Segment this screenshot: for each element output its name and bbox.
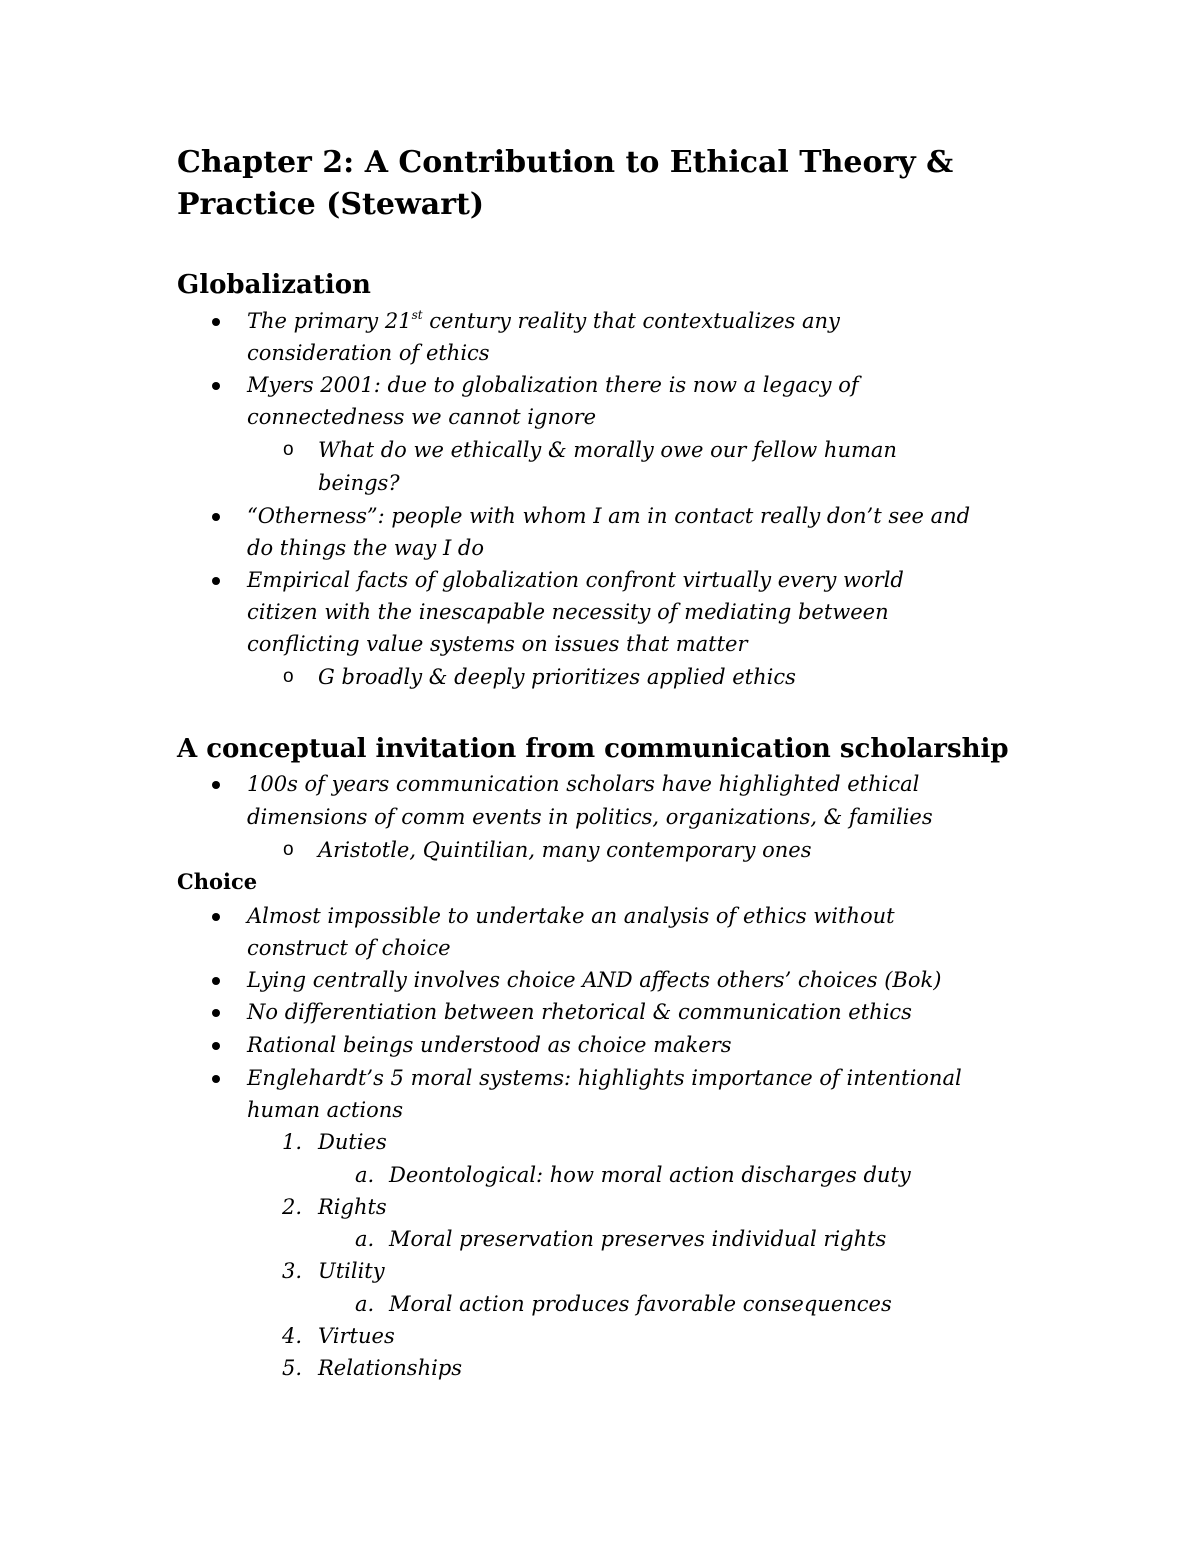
bullet-icon	[212, 513, 220, 521]
list-item-continuation: dimensions of comm events in politics, organizations, & families	[247, 805, 933, 829]
hollow-bullet-icon: o	[283, 666, 294, 687]
list-item: No differentiation between rhetorical & communication ethics	[247, 1000, 912, 1024]
list-letter: a.	[355, 1292, 375, 1316]
numbered-item: Duties	[318, 1130, 387, 1154]
section-heading-choice: Choice	[177, 869, 258, 894]
list-item-continuation: conflicting value systems on issues that matter	[247, 632, 748, 656]
numbered-item: Virtues	[318, 1324, 395, 1348]
list-letter: a.	[355, 1227, 375, 1251]
list-item-continuation: consideration of ethics	[247, 341, 490, 365]
bullet-icon	[212, 913, 220, 921]
page-title: Chapter 2: A Contribution to Ethical Theory & Practice (Stewart)	[177, 145, 954, 222]
list-number: 3.	[282, 1259, 303, 1283]
list-item-continuation: citizen with the inescapable necessity of mediating between	[247, 600, 889, 624]
list-letter: a.	[355, 1163, 375, 1187]
list-item: 100s of years communication scholars have highlighted ethical	[247, 772, 920, 796]
hollow-bullet-icon: o	[283, 439, 294, 460]
list-item-continuation: construct of choice	[247, 936, 451, 960]
lettered-item: Moral action produces favorable consequences	[389, 1292, 892, 1316]
bullet-icon	[212, 1075, 220, 1083]
list-item: “Otherness”: people with whom I am in contact really don’t see and	[247, 504, 971, 528]
lettered-item: Moral preservation preserves individual rights	[389, 1227, 887, 1251]
list-item: Myers 2001: due to globalization there is now a legacy of	[247, 373, 859, 397]
list-number: 4.	[282, 1324, 303, 1348]
list-item: The primary 21st century reality that contextualizes any	[247, 308, 840, 333]
bullet-icon	[212, 781, 220, 789]
bullet-icon	[212, 318, 220, 326]
section-heading-invitation: A conceptual invitation from communication scholarship	[177, 734, 1009, 764]
list-item-continuation: do things the way I do	[247, 536, 485, 560]
numbered-item: Rights	[318, 1195, 387, 1219]
bullet-icon	[212, 1042, 220, 1050]
list-number: 5.	[282, 1356, 303, 1380]
list-item: Englehardt’s 5 moral systems: highlights importance of intentional	[247, 1066, 962, 1090]
list-item: Almost impossible to undertake an analysis of ethics without	[247, 904, 895, 928]
numbered-item: Relationships	[318, 1356, 463, 1380]
sub-list-item: What do we ethically & morally owe our fellow human	[318, 438, 897, 462]
bullet-icon	[212, 577, 220, 585]
list-number: 1.	[282, 1130, 303, 1154]
sub-list-item: Aristotle, Quintilian, many contemporary ones	[318, 838, 812, 862]
list-item-continuation: connectedness we cannot ignore	[247, 405, 597, 429]
section-heading-globalization: Globalization	[177, 270, 371, 300]
bullet-icon	[212, 1009, 220, 1017]
list-item: Rational beings understood as choice makers	[247, 1033, 732, 1057]
hollow-bullet-icon: o	[283, 839, 294, 860]
list-item-continuation: human actions	[247, 1098, 404, 1122]
numbered-item: Utility	[318, 1259, 385, 1283]
lettered-item: Deontological: how moral action discharges duty	[389, 1163, 911, 1187]
sub-list-item: G broadly & deeply prioritizes applied ethics	[318, 665, 796, 689]
list-number: 2.	[282, 1195, 303, 1219]
bullet-icon	[212, 977, 220, 985]
list-item: Lying centrally involves choice AND affects others’ choices (Bok)	[247, 968, 942, 992]
bullet-icon	[212, 382, 220, 390]
sub-list-item-continuation: beings?	[318, 471, 400, 495]
list-item: Empirical facts of globalization confront virtually every world	[247, 568, 904, 592]
